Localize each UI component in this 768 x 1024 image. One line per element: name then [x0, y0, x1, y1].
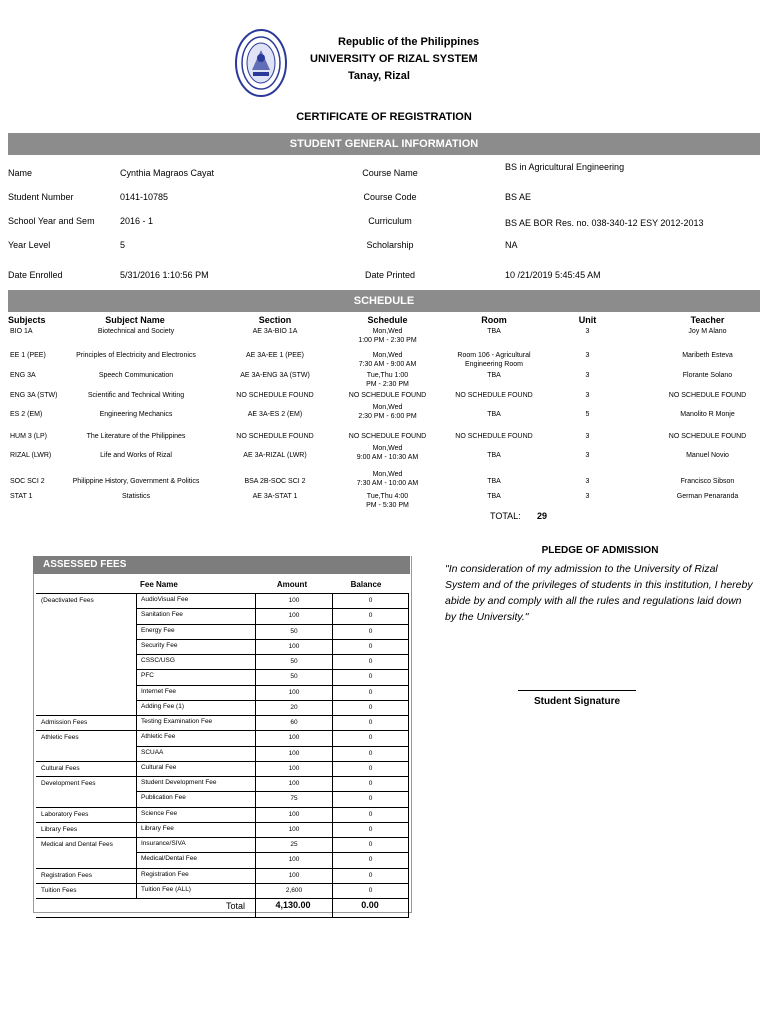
fee-name: Sanitation Fee	[141, 611, 183, 618]
schedule-room: Engineering Room	[465, 361, 523, 368]
info-label: Course Name	[362, 168, 418, 178]
fee-amount: 25	[290, 841, 298, 848]
schedule-subject-name: Biotechnical and Society	[97, 328, 175, 335]
fees-row-divider	[136, 791, 408, 792]
fee-balance: 0	[368, 597, 373, 604]
schedule-header-subject-name: Subject Name	[105, 315, 165, 325]
fee-balance: 0	[368, 811, 373, 818]
schedule-room: TBA	[487, 493, 501, 500]
fees-row-divider	[36, 807, 408, 808]
fee-amount: 100	[288, 734, 300, 741]
fee-name: CSSC/USG	[141, 657, 175, 664]
schedule-time: 1:00 PM - 2:30 PM	[358, 337, 417, 344]
fee-category: Admission Fees	[41, 719, 88, 726]
fee-category: Cultural Fees	[41, 765, 80, 772]
fee-amount: 100	[288, 643, 300, 650]
info-value: 10 /21/2019 5:45:45 AM	[505, 270, 601, 280]
fees-row-divider	[36, 715, 408, 716]
info-label: Date Enrolled	[8, 270, 63, 280]
schedule-section: AE 3A-EE 1 (PEE)	[246, 352, 304, 359]
schedule-section: AE 3A-STAT 1	[252, 493, 298, 500]
fees-row-divider	[36, 593, 408, 594]
schedule-section: NO SCHEDULE FOUND	[236, 433, 314, 440]
fees-row-divider	[36, 761, 408, 762]
schedule-room: TBA	[487, 478, 501, 485]
schedule-unit: 3	[585, 328, 590, 335]
info-label: Curriculum	[368, 216, 412, 226]
fee-name: Security Fee	[141, 642, 178, 649]
schedule-unit: 3	[585, 478, 590, 485]
schedule-time: Mon,Wed	[372, 471, 403, 478]
header-republic: Republic of the Philippines	[338, 36, 480, 48]
fee-category: Tuition Fees	[41, 887, 77, 894]
fee-amount: 100	[288, 811, 300, 818]
schedule-subject-name: Statistics	[121, 493, 150, 500]
schedule-unit: 5	[585, 411, 590, 418]
fee-name: Cultural Fee	[141, 764, 177, 771]
schedule-unit: 3	[585, 392, 590, 399]
info-label: Name	[8, 168, 33, 178]
fees-row-divider	[136, 700, 408, 701]
signature-line	[518, 690, 636, 691]
fees-row-divider	[36, 917, 408, 918]
fee-amount: 100	[288, 765, 300, 772]
fee-amount: 100	[288, 612, 300, 619]
info-label: Course Code	[363, 192, 417, 202]
header-university: UNIVERSITY OF RIZAL SYSTEM	[310, 53, 478, 65]
fee-amount: 100	[288, 872, 300, 879]
pledge-text: "In consideration of my admission to the University of Rizal System and of the privileges of students in this institution, I hereby abide by and comply with all the rules and regulations laid down by the University."	[445, 563, 753, 623]
info-value: BS AE BOR Res. no. 038-340-12 ESY 2012-2013	[505, 218, 704, 228]
schedule-subject: ES 2 (EM)	[10, 411, 43, 418]
fees-total-amount: 4,130.00	[275, 900, 311, 910]
schedule-section: AE 3A-ES 2 (EM)	[247, 411, 303, 418]
info-value: Cynthia Magraos Cayat	[120, 168, 215, 178]
schedule-subject: ENG 3A (STW)	[10, 392, 58, 399]
fee-name: Internet Fee	[141, 688, 177, 695]
schedule-time: Mon,Wed	[372, 445, 403, 452]
fees-row-divider	[136, 654, 408, 655]
schedule-subject: ENG 3A	[10, 372, 36, 379]
fee-amount: 50	[290, 673, 298, 680]
schedule-subject: STAT 1	[10, 493, 33, 500]
schedule-time: Mon,Wed	[372, 328, 403, 335]
schedule-section: AE 3A-BIO 1A	[252, 328, 298, 335]
schedule-header-section: Section	[258, 315, 292, 325]
schedule-room: NO SCHEDULE FOUND	[455, 433, 533, 440]
schedule-bar: SCHEDULE	[8, 290, 760, 312]
fee-name: Library Fee	[141, 825, 174, 832]
fee-balance: 0	[368, 872, 373, 879]
fee-amount: 2,600	[285, 887, 303, 894]
info-label: Date Printed	[364, 270, 416, 280]
schedule-room: TBA	[487, 328, 501, 335]
fee-amount: 20	[290, 704, 298, 711]
schedule-room: NO SCHEDULE FOUND	[455, 392, 533, 399]
schedule-time: Mon,Wed	[372, 352, 403, 359]
schedule-subject-name: Principles of Electricity and Electronics	[76, 352, 196, 359]
fee-name: AudioVisual Fee	[141, 596, 189, 603]
general-info-bar: STUDENT GENERAL INFORMATION	[8, 133, 760, 155]
fee-category: Development Fees	[41, 780, 96, 787]
fee-amount: 75	[290, 795, 298, 802]
fees-row-divider	[36, 883, 408, 884]
fee-name: Science Fee	[141, 810, 178, 817]
fees-row-divider	[136, 685, 408, 686]
fee-amount: 50	[290, 628, 298, 635]
fees-header-name: Fee Name	[140, 580, 178, 589]
schedule-subject: RIZAL (LWR)	[10, 452, 52, 459]
fee-amount: 50	[290, 658, 298, 665]
fees-row-divider	[36, 837, 408, 838]
fees-row-divider	[136, 624, 408, 625]
schedule-subject-name: The Literature of the Philippines	[86, 433, 186, 440]
certificate-title: CERTIFICATE OF REGISTRATION	[296, 111, 472, 123]
schedule-teacher: Manolito R Monje	[680, 411, 735, 418]
schedule-subject-name: Speech Communication	[98, 372, 174, 379]
signature-label: Student Signature	[533, 696, 621, 707]
fee-name: Athletic Fee	[141, 733, 176, 740]
schedule-subject: BIO 1A	[10, 328, 33, 335]
fee-name: Energy Fee	[141, 627, 175, 634]
schedule-subject-name: Philippine History, Government & Politics	[72, 478, 200, 485]
schedule-section: AE 3A-RIZAL (LWR)	[243, 452, 307, 459]
fee-balance: 0	[368, 856, 373, 863]
fee-amount: 100	[288, 689, 300, 696]
fees-row-divider	[36, 776, 408, 777]
fees-header-amount: Amount	[276, 580, 308, 589]
schedule-unit: 3	[585, 352, 590, 359]
schedule-teacher: Joy M Alano	[688, 328, 727, 335]
schedule-teacher: Florante Solano	[682, 372, 733, 379]
schedule-subject-name: Engineering Mechanics	[99, 411, 173, 418]
schedule-section: AE 3A-ENG 3A (STW)	[240, 372, 310, 379]
fee-name: Tuition Fee (ALL)	[141, 886, 191, 893]
fee-balance: 0	[368, 841, 373, 848]
schedule-teacher: German Penaranda	[676, 493, 739, 500]
fees-row-divider	[136, 669, 408, 670]
header-location: Tanay, Rizal	[348, 70, 410, 82]
fee-amount: 100	[288, 856, 300, 863]
fee-balance: 0	[368, 795, 373, 802]
schedule-subject: EE 1 (PEE)	[10, 352, 46, 359]
schedule-unit: 3	[585, 372, 590, 379]
schedule-subject: SOC SCI 2	[10, 478, 45, 485]
schedule-room: TBA	[487, 372, 501, 379]
schedule-header-teacher: Teacher	[690, 315, 725, 325]
fees-row-divider	[136, 639, 408, 640]
fees-row-divider	[136, 746, 408, 747]
fees-row-divider	[136, 608, 408, 609]
fee-balance: 0	[368, 673, 373, 680]
fees-total-label: Total	[225, 901, 245, 911]
fees-col-divider	[408, 593, 409, 918]
schedule-section: BSA 2B-SOC SCI 2	[244, 478, 306, 485]
pledge-title: PLEDGE OF ADMISSION	[541, 545, 659, 556]
info-value: 2016 - 1	[120, 216, 154, 226]
schedule-header-unit: Unit	[578, 315, 597, 325]
schedule-time: PM - 5:30 PM	[366, 502, 409, 509]
fee-amount: 100	[288, 597, 300, 604]
fee-name: PFC	[141, 672, 154, 679]
schedule-time: NO SCHEDULE FOUND	[348, 433, 427, 440]
info-label: Year Level	[8, 240, 51, 250]
schedule-time: PM - 2:30 PM	[366, 381, 409, 388]
info-label: Student Number	[8, 192, 74, 202]
fees-row-divider	[36, 822, 408, 823]
fee-balance: 0	[368, 628, 373, 635]
fee-balance: 0	[368, 612, 373, 619]
schedule-header-subjects: Subjects	[8, 315, 46, 325]
schedule-time: 9:00 AM - 10:30 AM	[356, 454, 419, 461]
fee-name: SCUAA	[141, 749, 164, 756]
schedule-teacher: Maribeth Esteva	[682, 352, 733, 359]
fee-name: Medical/Dental Fee	[141, 855, 197, 862]
schedule-unit: 3	[585, 452, 590, 459]
schedule-room: TBA	[487, 411, 501, 418]
university-seal-icon	[235, 28, 287, 98]
info-label: Scholarship	[366, 240, 414, 250]
info-value: NA	[505, 240, 518, 250]
fee-balance: 0	[368, 643, 373, 650]
schedule-time: 7:30 AM - 9:00 AM	[358, 361, 417, 368]
fees-row-divider	[36, 868, 408, 869]
info-label: School Year and Sem	[8, 216, 95, 226]
fee-category: Athletic Fees	[41, 734, 79, 741]
fee-name: Adding Fee (1)	[141, 703, 184, 710]
schedule-room: Room 106 - Agricultural	[457, 352, 531, 359]
fee-category: (Deactivated Fees	[41, 597, 94, 604]
schedule-time: 2:30 PM - 6:00 PM	[358, 413, 417, 420]
fees-header-balance: Balance	[350, 580, 382, 589]
fee-category: Medical and Dental Fees	[41, 841, 113, 848]
fee-name: Insurance/SIVA	[141, 840, 186, 847]
fee-category: Registration Fees	[41, 872, 92, 879]
schedule-time: Tue,Thu 4:00	[366, 493, 409, 500]
schedule-section: NO SCHEDULE FOUND	[236, 392, 314, 399]
schedule-teacher: Francisco Sibson	[680, 478, 735, 485]
info-value: BS in Agricultural Engineering	[505, 162, 625, 172]
fees-row-divider	[36, 898, 408, 899]
schedule-subject-name: Life and Works of Rizal	[100, 452, 172, 459]
schedule-subject-name: Scientific and Technical Writing	[87, 392, 185, 399]
fee-name: Testing Examination Fee	[141, 718, 213, 725]
fee-category: Library Fees	[41, 826, 78, 833]
schedule-total-value: 29	[537, 511, 548, 521]
schedule-time: Mon,Wed	[372, 404, 403, 411]
schedule-unit: 3	[585, 433, 590, 440]
fee-balance: 0	[368, 826, 373, 833]
fees-total-balance: 0.00	[361, 900, 379, 910]
schedule-subject: HUM 3 (LP)	[10, 433, 47, 440]
fee-amount: 100	[288, 780, 300, 787]
fee-amount: 100	[288, 826, 300, 833]
schedule-header-room: Room	[481, 315, 507, 325]
info-value: 5	[120, 240, 126, 250]
info-value: 5/31/2016 1:10:56 PM	[120, 270, 209, 280]
info-value: BS AE	[505, 192, 532, 202]
fee-balance: 0	[368, 765, 373, 772]
fees-row-divider	[136, 852, 408, 853]
schedule-unit: 3	[585, 493, 590, 500]
fee-name: Registration Fee	[141, 871, 189, 878]
fee-balance: 0	[368, 704, 373, 711]
fee-balance: 0	[368, 734, 373, 741]
fee-balance: 0	[368, 689, 373, 696]
schedule-teacher: Manuel Novio	[686, 452, 729, 459]
fees-row-divider	[36, 730, 408, 731]
fee-balance: 0	[368, 750, 373, 757]
fee-amount: 60	[290, 719, 298, 726]
schedule-time: Tue,Thu 1:00	[366, 372, 409, 379]
fee-amount: 100	[288, 750, 300, 757]
schedule-time: 7:30 AM - 10:00 AM	[356, 480, 419, 487]
schedule-room: TBA	[487, 452, 501, 459]
schedule-header-schedule: Schedule	[367, 315, 408, 325]
schedule-teacher: NO SCHEDULE FOUND	[668, 392, 747, 399]
fee-balance: 0	[368, 719, 373, 726]
schedule-teacher: NO SCHEDULE FOUND	[668, 433, 747, 440]
fee-name: Publication Fee	[141, 794, 186, 801]
info-value: 0141-10785	[120, 192, 169, 202]
fees-title-bar	[33, 556, 410, 574]
fees-title: ASSESSED FEES	[43, 559, 127, 570]
schedule-time: NO SCHEDULE FOUND	[348, 392, 427, 399]
fee-balance: 0	[368, 658, 373, 665]
fee-name: Student Development Fee	[141, 779, 217, 786]
fee-balance: 0	[368, 780, 373, 787]
schedule-total-label: TOTAL:	[490, 511, 521, 521]
fee-category: Laboratory Fees	[41, 811, 89, 818]
fee-balance: 0	[368, 887, 373, 894]
